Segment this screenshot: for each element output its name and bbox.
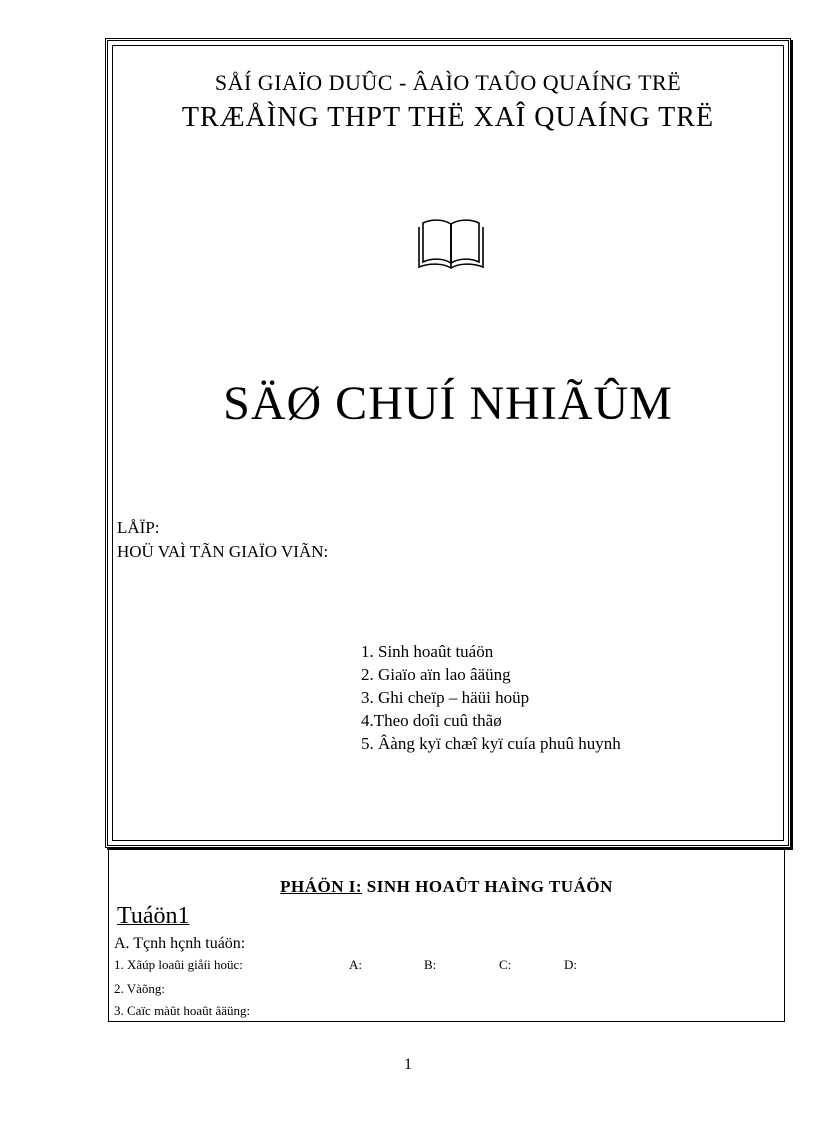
cover-inner-border — [112, 45, 784, 841]
page-number: 1 — [404, 1056, 412, 1073]
department-heading: SÅÍ GIAÏO DUÛC - ÂAÌO TAÛO QUAÍNG TRË — [214, 70, 682, 95]
notebook-title: SÄØ CHUÍ NHIÃÛM — [223, 377, 673, 430]
contents-item: 4.Theo doîi cuû thãø — [361, 711, 502, 730]
academic-ranking-row — [114, 957, 714, 973]
contents-item: 1. Sinh hoaût tuáön — [361, 642, 494, 661]
contents-item: 2. Giaïo aïn lao âäüng — [361, 665, 511, 684]
section-heading — [109, 877, 784, 897]
open-book-icon — [415, 216, 487, 272]
class-label: LÅÏP: — [117, 518, 160, 537]
week-status-label: A. Tçnh hçnh tuáön: — [114, 935, 246, 952]
teacher-name-label: HOÜ VAÌ TÃN GIAÏO VIÃN: — [117, 542, 329, 561]
part-label: PHÁÖN I: — [280, 877, 363, 896]
academic-ranking-label: 1. Xãúp loaûi giåíi hoüc: — [114, 957, 243, 972]
grade-d-label: D: — [564, 957, 577, 972]
activities-label: 3. Caïc màût hoaût âäüng: — [114, 1003, 251, 1018]
week-title: Tuáön1 — [117, 903, 190, 929]
grade-c-label: C: — [499, 957, 512, 972]
cover-frame — [105, 38, 791, 848]
grade-b-label: B: — [424, 957, 437, 972]
absence-label: 2. Vàõng: — [114, 981, 166, 996]
weekly-activity-section — [108, 848, 785, 1022]
grade-a-label: A: — [349, 957, 362, 972]
contents-item: 3. Ghi cheïp – häüi hoüp — [361, 688, 530, 707]
table-of-contents — [361, 640, 621, 755]
contents-item: 5. Âàng kyï chæî kyï cuía phuû huynh — [361, 734, 621, 753]
section-title: SINH HOAÛT HAÌNG TUÁÖN — [366, 877, 613, 896]
school-heading: TRÆÅÌNG THPT THË XAÎ QUAÍNG TRË — [181, 102, 715, 133]
